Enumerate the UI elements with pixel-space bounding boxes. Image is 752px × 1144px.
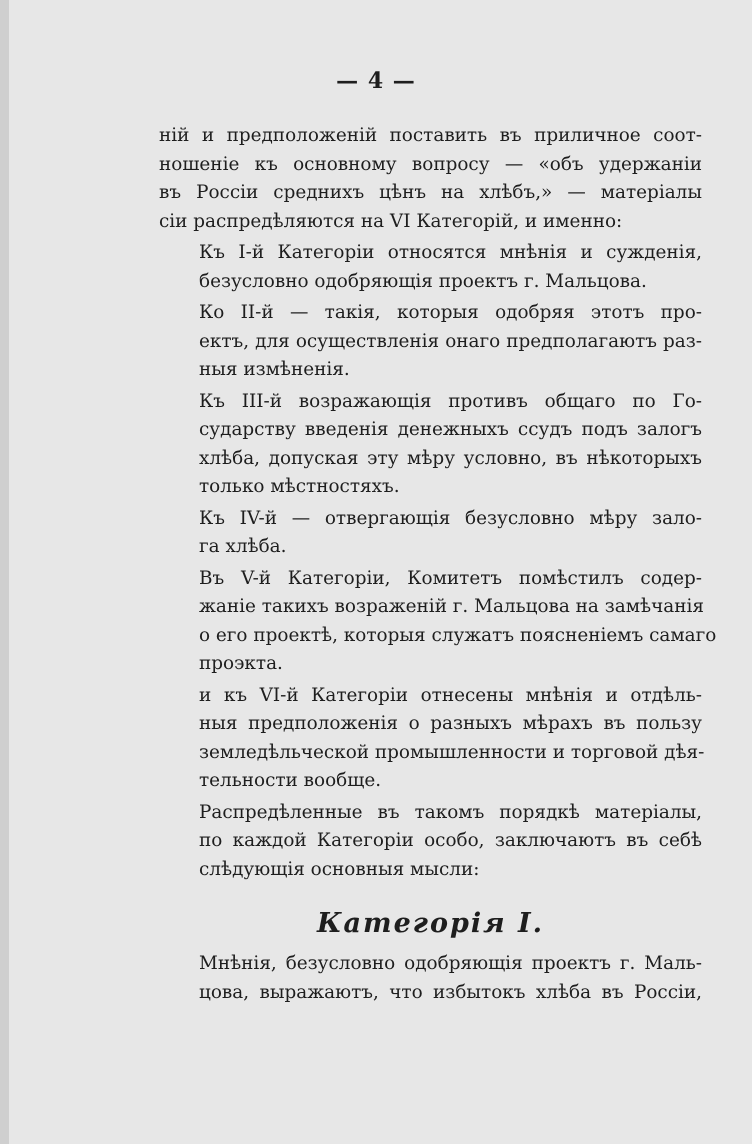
text-line: ношенiе къ основному вопросу — «объ удержанiи <box>159 153 702 175</box>
paragraph-category-5 <box>159 565 717 679</box>
text-line: сiи распредѣляются на VI Категорiй, и именно: <box>159 210 623 232</box>
text-line: нiй и предположенiй поставить въ приличное соот- <box>159 125 702 146</box>
text-line: Въ V-й Категорiи, Комитетъ помѣстилъ содер- <box>199 567 702 589</box>
text-line: по каждой Категорiи особо, заключаютъ въ себѣ <box>199 830 702 851</box>
text-line: ныя измѣненiя. <box>199 359 350 380</box>
text-line: земледѣльческой промышленности и торговой дѣя- <box>199 741 705 763</box>
paragraph-category-4 <box>159 505 702 562</box>
paragraph-category-6 <box>159 682 705 796</box>
text-line: Распредѣленные въ такомъ порядкѣ матерiалы, <box>199 801 702 823</box>
section-heading: Категорiя I. <box>316 908 545 939</box>
paragraph-summary-intro <box>159 799 702 885</box>
page-edge-shadow <box>0 0 9 1144</box>
text-line: и къ VI-й Категорiи отнесены мнѣнiя и отдѣль- <box>199 684 702 706</box>
text-line: тельности вообще. <box>199 770 382 791</box>
text-line: цова, выражаютъ, что избытокъ хлѣба въ Россiи, <box>199 981 702 1003</box>
text-line: Мнѣнiя, безусловно одобряющiя проектъ г. Маль- <box>199 953 702 974</box>
text-line: хлѣба, допуская эту мѣру условно, въ нѣкоторыхъ <box>199 447 702 469</box>
text-line: безусловно одобряющiя проектъ г. Мальцова. <box>199 270 647 292</box>
paragraph-category-1 <box>159 239 702 296</box>
text-line: Къ I-й Категорiи относятся мнѣнiя и сужденiя, <box>199 242 702 263</box>
paragraph-category-1-body <box>159 950 702 1007</box>
text-line: проэкта. <box>199 653 283 674</box>
text-line: Ко II-й — такiя, которыя одобряя этотъ про- <box>199 302 702 323</box>
text-line: га хлѣба. <box>199 536 287 557</box>
text-line: Къ IV-й — отвергающiя безусловно мѣру зало- <box>199 507 702 529</box>
paragraph-category-3 <box>159 388 702 502</box>
text-line: Къ III-й возражающiя противъ общаго по Го- <box>199 390 702 412</box>
text-line: сударству введенiя денежныхъ ссудъ подъ залогъ <box>199 419 702 440</box>
body-text <box>159 122 717 1007</box>
text-line: ектъ, для осуществленiя онаго предполагаютъ раз- <box>199 330 702 352</box>
text-line: въ Россiи среднихъ цѣнъ на хлѣбъ,» — матерiалы <box>159 182 702 203</box>
text-line: жанiе такихъ возраженiй г. Мальцова на замѣчанiя <box>199 596 704 617</box>
page-number: — 4 — <box>336 68 416 94</box>
text-line: только мѣстностяхъ. <box>199 476 400 497</box>
text-line: ныя предположенiя о разныхъ мѣрахъ въ пользу <box>199 713 702 734</box>
paragraph-continuation <box>159 122 702 236</box>
text-line: слѣдующiя основныя мысли: <box>199 858 480 880</box>
paragraph-category-2 <box>159 299 702 385</box>
text-line: о его проектѣ, которыя служатъ поясненiемъ самаго <box>199 624 717 646</box>
